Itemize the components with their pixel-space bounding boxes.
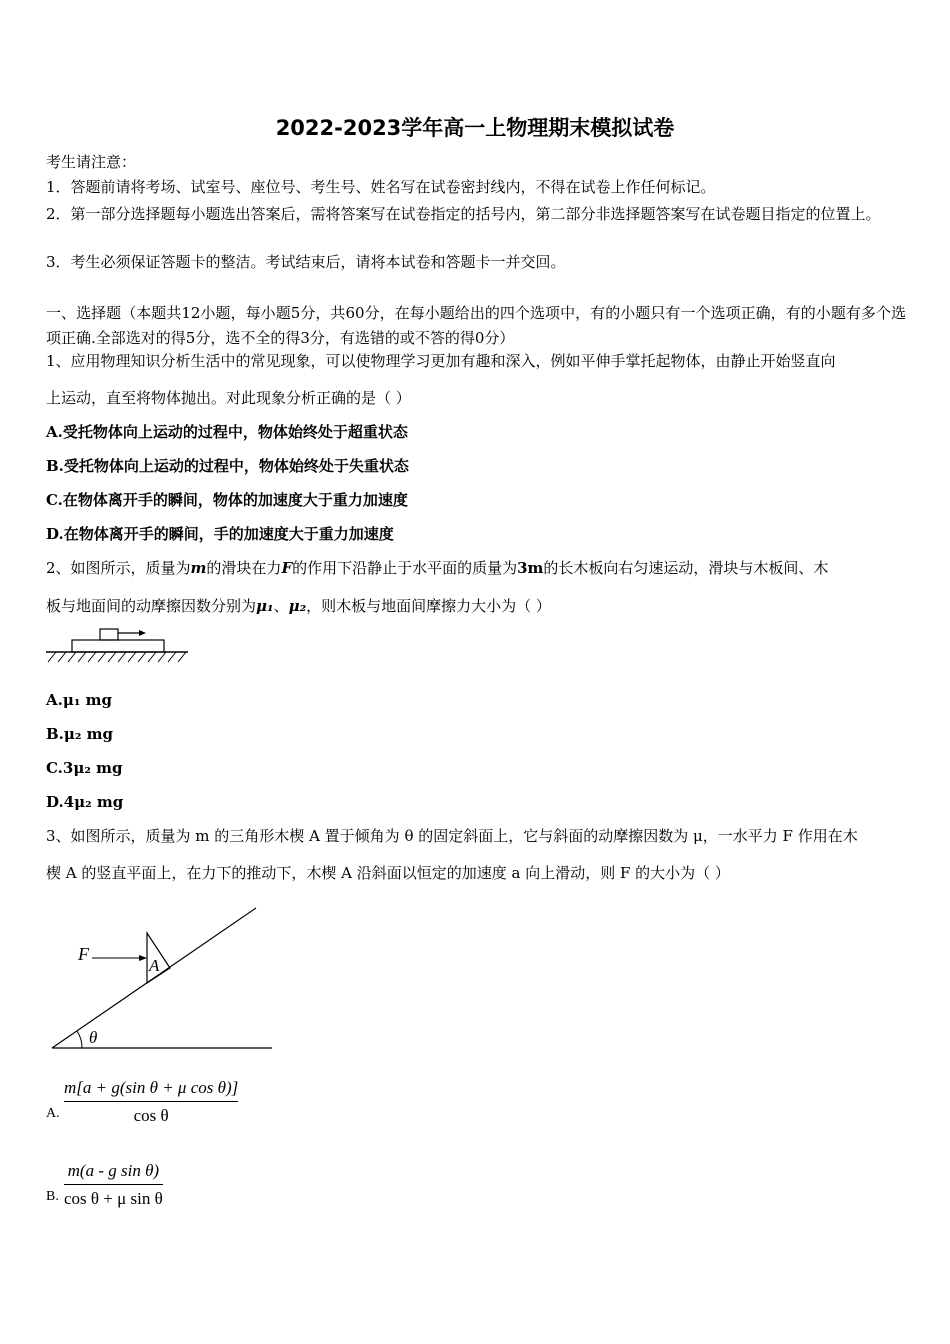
q2-option-d: D.4μ₂ mg [46,793,124,811]
q3-option-b-numerator: m(a - g sin θ) [67,1161,160,1180]
q2-option-a: A.μ₁ mg [46,691,112,709]
q2-text: 、 [273,597,289,615]
q2-board-figure [46,622,191,664]
q2-text: ，则木板与地面间摩擦力大小为（ ） [306,597,551,615]
q1-stem-line2: 上运动，直至将物体抛出。对此现象分析正确的是（ ） [46,389,411,407]
q1-stem-line1: 1、应用物理知识分析生活中的常见现象，可以使物理学习更加有趣和深入，例如平伸手掌托起物体，由静止开始竖直向 [46,352,836,370]
q2-text: 板与地面间的动摩擦因数分别为 [46,597,257,615]
q3-option-a-denominator: cos θ [133,1106,169,1125]
angle-arc [77,1031,82,1048]
q3-stem-line2: 楔 A 的竖直平面上，在力下的推动下，木楔 A 沿斜面以恒定的加速度 a 向上滑动，则 F 的大小为（ ） [46,864,730,882]
q3-option-b-label: B. [46,1189,59,1204]
fraction-bar [64,1184,163,1185]
notice-item-1: 1．答题前请将考场、试室号、座位号、考生号、姓名写在试卷密封线内，不得在试卷上作任何标记。 [46,178,716,196]
long-board [72,640,164,652]
slider-block [100,629,118,640]
arrow-head-icon [139,630,146,636]
q2-text: 的滑块在力 [206,559,282,577]
fraction-bar [64,1101,238,1102]
q2-option-c: C.3μ₂ mg [46,759,123,777]
q1-option-b: B.受托物体向上运动的过程中，物体始终处于失重状态 [46,457,409,475]
arrow-head-icon [139,955,147,961]
q2-option-b: B.μ₂ mg [46,725,114,743]
q1-option-a: A.受托物体向上运动的过程中，物体始终处于超重状态 [46,423,408,441]
page-title: 2022-2023学年高一上物理期末模拟试卷 [275,116,675,140]
q2-text: 的长木板向右匀速运动，滑块与木板间、木 [543,559,829,577]
q2-stem-line1 [46,558,906,578]
q3-option-a-fraction [64,1078,238,1126]
q1-option-d: D.在物体离开手的瞬间，手的加速度大于重力加速度 [46,525,394,543]
section-heading: 一、选择题（本题共12小题，每小题5分，共60分，在每小题给出的四个选项中，有的小题只有一个选项正确，有的小题有多个选项正确.全部选对的得5分，选不全的得3分，有选错的或不答的得0分） [46,304,906,347]
q3-option-b-fraction [64,1161,163,1209]
q2-mu1: μ₁ [256,597,274,615]
block-label: A [149,956,160,975]
ground-hatching [48,652,186,662]
q3-option-b-denominator: cos θ + μ sin θ [64,1189,163,1208]
q3-option-a-numerator: m[a + g(sin θ + μ cos θ)] [64,1078,239,1097]
q2-text: 2、如图所示，质量为 [46,559,191,577]
q3-option-a-label: A. [46,1106,60,1121]
force-label: F [78,944,89,964]
q2-mass-m: m [190,559,207,577]
notice-item-2: 2．第一部分选择题每小题选出答案后，需将答案写在试卷指定的括号内，第二部分非选择题答案写在试卷题目指定的位置上。 [46,205,881,223]
q3-incline-figure [46,900,278,1055]
q2-mass-3m: 3m [517,559,544,577]
q2-mu2: μ₂ [288,597,307,615]
angle-label: θ [89,1028,98,1047]
notice-item-3: 3．考生必须保证答题卡的整洁。考试结束后，请将本试卷和答题卡一并交回。 [46,253,566,271]
q2-stem-line2 [46,596,906,616]
q2-text: 的作用下沿静止于水平面的质量为 [292,559,518,577]
q3-stem-line1: 3、如图所示，质量为 m 的三角形木楔 A 置于倾角为 θ 的固定斜面上，它与斜面的动摩擦因数为 μ，一水平力 F 作用在木 [46,827,858,845]
notice-heading: 考生请注意： [46,153,137,171]
q2-force-f: F [281,559,293,577]
q1-option-c: C.在物体离开手的瞬间，物体的加速度大于重力加速度 [46,491,408,509]
